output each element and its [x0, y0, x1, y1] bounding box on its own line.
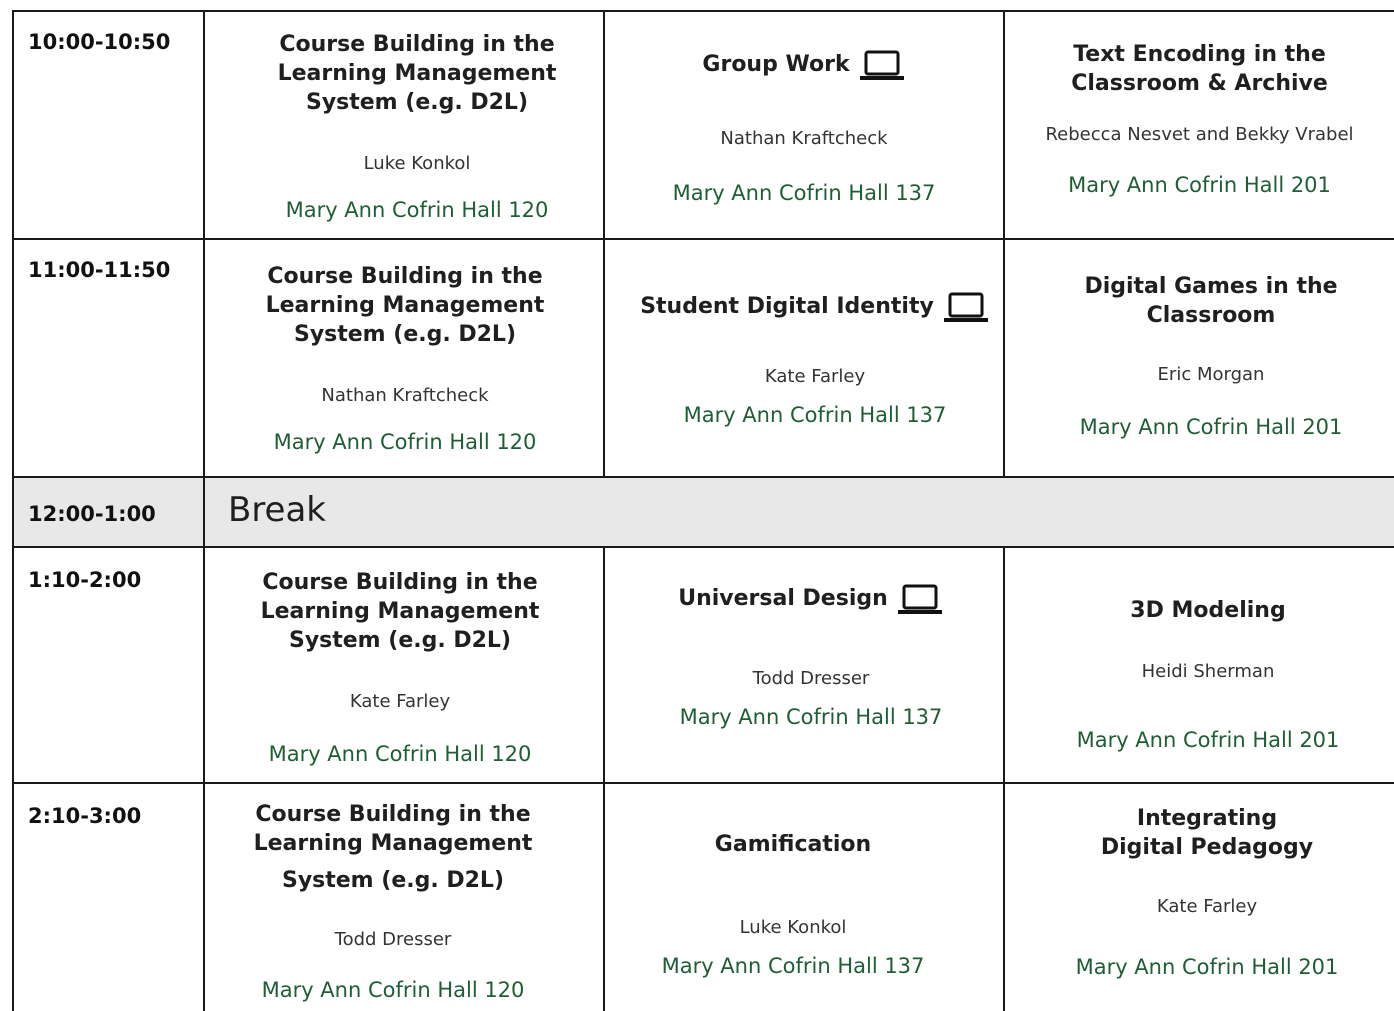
grid-line [12, 546, 1394, 548]
session-title: Text Encoding in the Classroom & Archive [1071, 42, 1328, 96]
grid-line [12, 238, 1394, 240]
presenter-name: Kate Farley [1156, 896, 1258, 917]
room-location: Mary Ann Cofrin Hall 137 [679, 705, 943, 729]
room-location: Mary Ann Cofrin Hall 201 [1075, 955, 1339, 979]
session-cell [205, 800, 581, 1002]
laptop-icon [942, 290, 990, 324]
presenter-name: Eric Morgan [1157, 364, 1265, 385]
room-location: Mary Ann Cofrin Hall 201 [1068, 173, 1331, 197]
room-location: Mary Ann Cofrin Hall 137 [683, 403, 947, 427]
room-location: Mary Ann Cofrin Hall 201 [1079, 415, 1343, 439]
session-title: Course Building in the Learning Management System (e.g. D2L) [253, 802, 533, 893]
presenter-name: Nathan Kraftcheck [321, 385, 489, 406]
session-cell [605, 48, 1003, 205]
room-location: Mary Ann Cofrin Hall 120 [268, 742, 532, 766]
room-location: Mary Ann Cofrin Hall 120 [285, 198, 549, 222]
presenter-name: Luke Konkol [739, 917, 847, 938]
session-title: Group Work [605, 48, 1003, 82]
room-location: Mary Ann Cofrin Hall 137 [661, 954, 925, 978]
presenter-name: Nathan Kraftcheck [720, 128, 888, 149]
grid-line [12, 782, 1394, 784]
session-title: Student Digital Identity [605, 290, 1025, 324]
presenter-name: Kate Farley [349, 691, 451, 712]
session-title: Course Building in the Learning Management System (e.g. D2L) [277, 32, 557, 115]
laptop-icon [858, 48, 906, 82]
session-cell [1005, 40, 1394, 197]
session-title: Gamification [714, 832, 872, 857]
presenter-name: Luke Konkol [363, 153, 471, 174]
session-title: Course Building in the Learning Management System (e.g. D2L) [265, 264, 545, 347]
presenter-name: Rebecca Nesvet and Bekky Vrabel [1045, 124, 1354, 145]
session-cell [605, 290, 1025, 427]
session-cell [205, 568, 595, 766]
session-cell [217, 30, 617, 222]
time-slot: 10:00-10:50 [28, 30, 171, 54]
break-label: Break [228, 490, 326, 530]
grid-line [12, 10, 1394, 12]
session-cell [1005, 272, 1394, 439]
session-cell [605, 830, 981, 978]
grid-line [12, 476, 1394, 478]
session-title: Digital Games in the Classroom [1084, 274, 1338, 328]
session-cell [205, 262, 605, 454]
session-title: 3D Modeling [1130, 598, 1286, 623]
grid-line [12, 10, 14, 1011]
room-location: Mary Ann Cofrin Hall 137 [672, 181, 936, 205]
presenter-name: Kate Farley [764, 366, 866, 387]
room-location: Mary Ann Cofrin Hall 120 [273, 430, 537, 454]
break-row-band [12, 478, 1394, 546]
session-cell [1005, 804, 1394, 979]
session-title: Universal Design [605, 582, 1017, 616]
session-title: Course Building in the Learning Management System (e.g. D2L) [260, 570, 540, 653]
time-slot: 12:00-1:00 [28, 502, 156, 526]
room-location: Mary Ann Cofrin Hall 201 [1076, 728, 1340, 752]
presenter-name: Todd Dresser [334, 929, 452, 950]
time-slot: 1:10-2:00 [28, 568, 142, 592]
presenter-name: Todd Dresser [752, 668, 870, 689]
session-cell [1005, 596, 1394, 752]
presenter-name: Heidi Sherman [1141, 661, 1275, 682]
session-cell [605, 582, 1017, 729]
room-location: Mary Ann Cofrin Hall 120 [261, 978, 525, 1002]
time-slot: 2:10-3:00 [28, 804, 142, 828]
time-slot: 11:00-11:50 [28, 258, 171, 282]
laptop-icon [896, 582, 944, 616]
session-title: Integrating Digital Pedagogy [1100, 806, 1314, 860]
